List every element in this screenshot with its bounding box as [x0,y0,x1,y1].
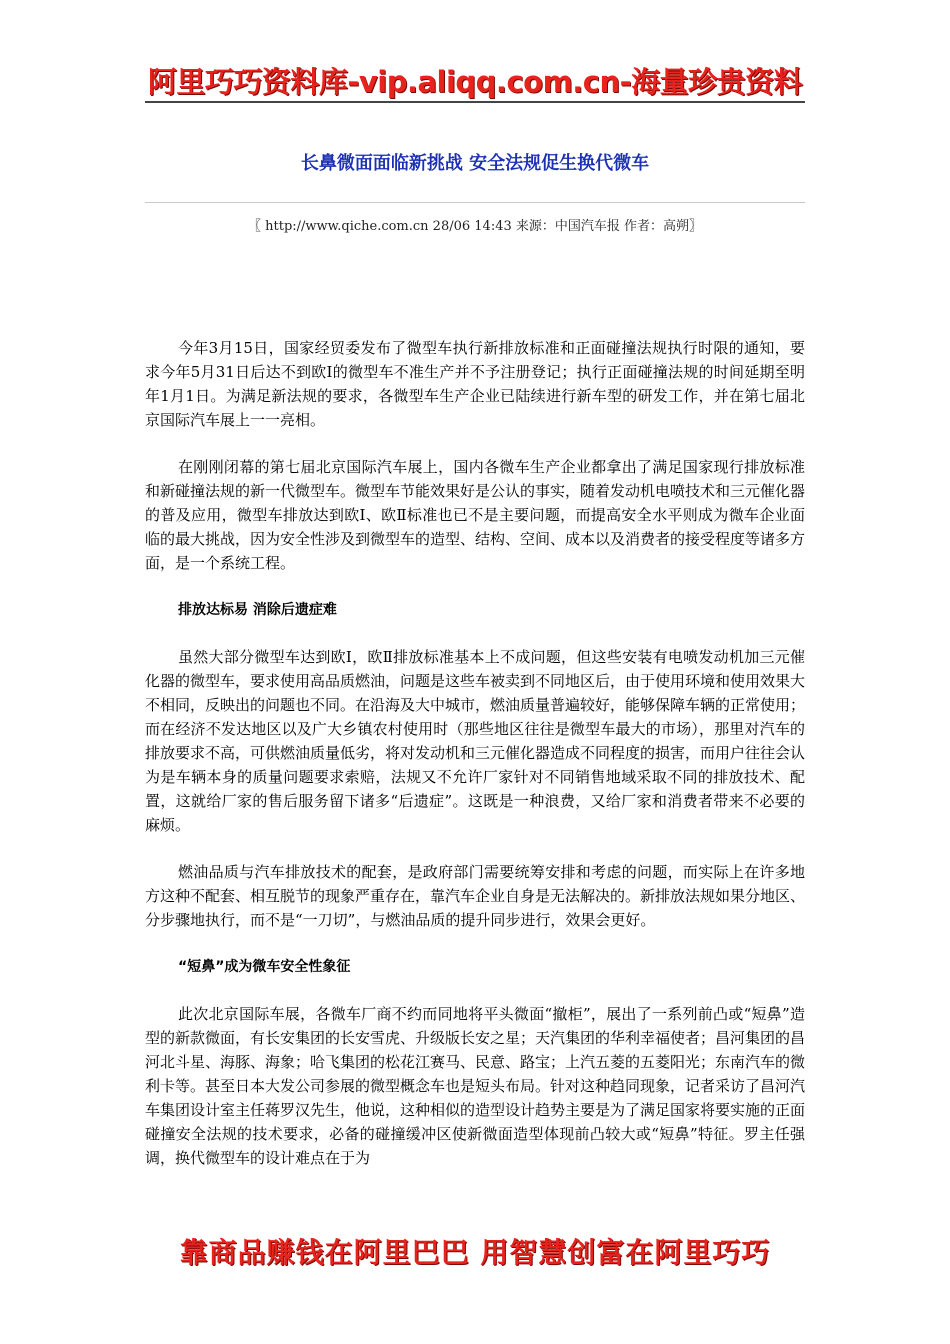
title-divider [145,202,805,203]
article-paragraph: 燃油品质与汽车排放技术的配套，是政府部门需要统筹安排和考虑的问题，而实际上在许多地方这种不配套、相互脱节的现象严重存在，靠汽车企业自身是无法解决的。新排放法规如果分地区、分步骤地执行，而不是“一刀切”，与燃油品质的提升同步进行，效果会更好。 [145,863,806,929]
section-heading-emissions: 排放达标易 消除后遗症难 [178,602,337,618]
article-body [145,336,805,1193]
article-paragraph: 虽然大部分微型车达到欧Ⅰ，欧Ⅱ排放标准基本上不成问题，但这些安装有电喷发动机加三元催化器的微型车，要求使用高品质燃油，问题是这些车被卖到不同地区后，由于使用环境和使用效果大不相同，反映出的问题也不同。在沿海及大中城市，燃油质量普遍较好，能够保障车辆的正常使用；而在经济不发达地区以及广大乡镇农村使用时（那些地区往往是微型车最大的市场），那里对汽车的排放要求不高，可供燃油质量低劣，将对发动机和三元催化器造成不同程度的损害，而用户往往会认为是车辆本身的质量问题要求索赔，法规又不允许厂家针对不同销售地域采取不同的排放技术、配置，这就给厂家的售后服务留下诸多“后遗症”。这既是一种浪费，又给厂家和消费者带来不必要的麻烦。 [145,648,806,834]
article-paragraph: 今年3月15日，国家经贸委发布了微型车执行新排放标准和正面碰撞法规执行时限的通知，要求今年5月31日后达不到欧I的微型车不准生产并不予注册登记；执行正面碰撞法规的时间延期至明年1月1日。为满足新法规的要求，各微型车生产企业已陆续进行新车型的研发工作，并在第七届北京国际汽车展上一一亮相。 [145,339,805,429]
footer-slogan-banner[interactable]: 靠商品赚钱在阿里巴巴 用智慧创富在阿里巧巧 [179,1236,771,1269]
section-heading-short-nose: “短鼻”成为微车安全性象征 [178,959,351,975]
article-paragraph: 在刚刚闭幕的第七届北京国际汽车展上，国内各微车生产企业都拿出了满足国家现行排放标准和新碰撞法规的新一代微型车。微型车节能效果好是公认的事实，随着发动机电喷技术和三元催化器的普及应用，微型车排放达到欧Ⅰ、欧Ⅱ标准也已不是主要问题，而提高安全水平则成为微车企业面临的最大挑战，因为安全性涉及到微型车的造型、结构、空间、成本以及消费者的接受程度等诸多方面，是一个系统工程。 [145,458,806,572]
header-banner[interactable]: 阿里巧巧资料库-vip.aliqq.com.cn-海量珍贵资料 [147,65,803,99]
article-paragraph: 此次北京国际车展，各微车厂商不约而同地将平头微面“撤柜”，展出了一系列前凸或“短鼻”造型的新款微面，有长安集团的长安雪虎、升级版长安之星；天汽集团的华利幸福使者；昌河集团的昌河北斗星、海豚、海象；哈飞集团的松花江赛马、民意、路宝；上汽五菱的五菱阳光；东南汽车的微利卡等。甚至日本大发公司参展的微型概念车也是短头布局。针对这种趋同现象，记者采访了昌河汽车集团设计室主任蒋罗汉先生，他说，这种相似的造型设计趋势主要是为了满足国家将要实施的正面碰撞安全法规的技术要求，必备的碰撞缓冲区使新微面造型体现前凸较大或“短鼻”特征。罗主任强调，换代微型车的设计难点在于为 [145,1005,806,1167]
article-meta: 〖 http://www.qiche.com.cn 28/06 14:43 来源：中国汽车报 作者：高朔〗 [247,219,703,234]
article-title: 长鼻微面面临新挑战 安全法规促生换代微车 [300,153,650,174]
banner-divider [145,101,805,103]
